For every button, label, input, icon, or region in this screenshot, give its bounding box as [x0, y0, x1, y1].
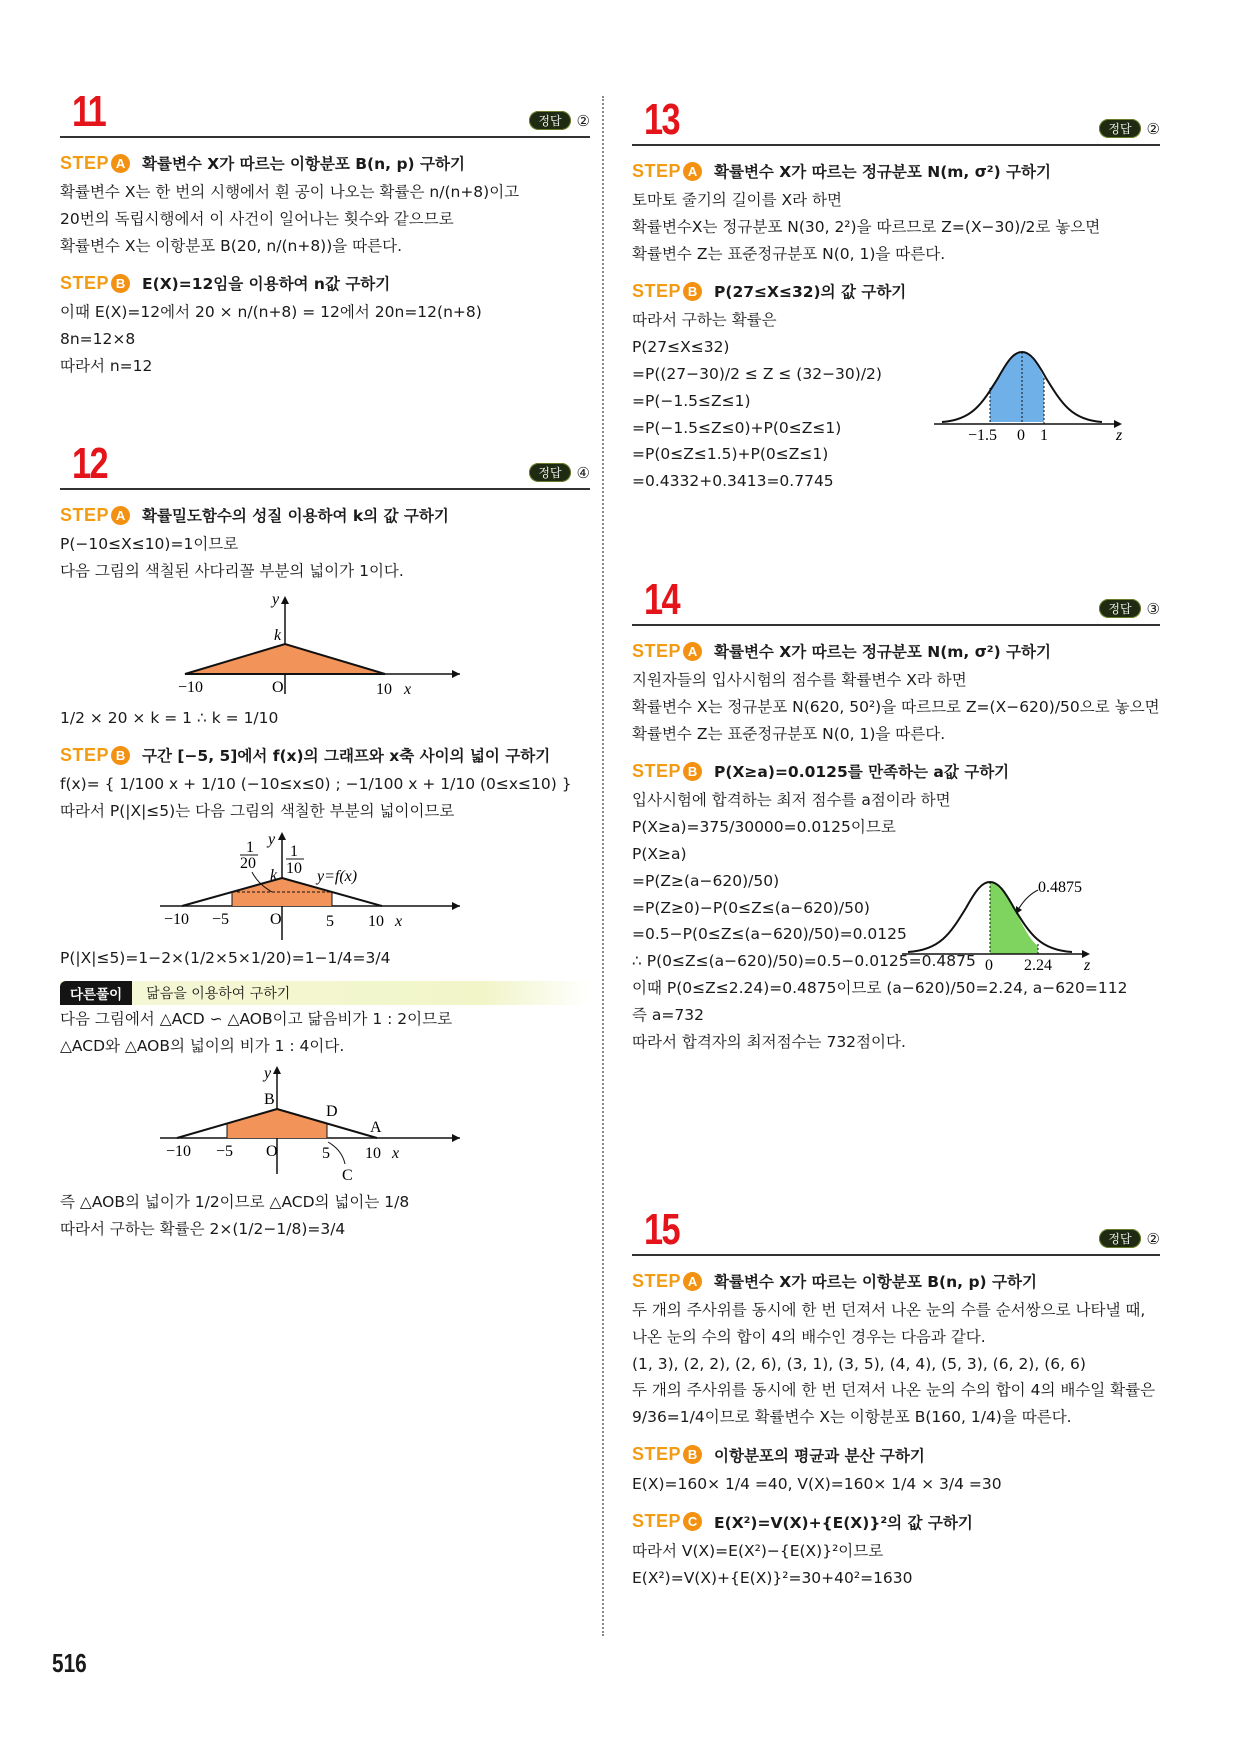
text-line: 두 개의 주사위를 동시에 한 번 던져서 나온 눈의 수를 순서쌍으로 나타낼 때,: [632, 1301, 1146, 1319]
step-a-heading: [60, 152, 590, 174]
problem-number: 13: [644, 95, 680, 144]
svg-text:O: O: [272, 678, 284, 696]
answer-choice: ④: [576, 463, 590, 482]
text-line: 따라서 구하는 확률은: [632, 311, 777, 330]
step-label: STEP: [632, 760, 682, 781]
text-line: △ACD와 △AOB의 넓이의 비가 1 : 4이다.: [60, 1036, 345, 1055]
column-divider: [602, 96, 604, 1636]
text-line: P(X≥a): [632, 844, 687, 863]
step-title: E(X²)=V(X)+{E(X)}²의 값 구하기: [714, 1513, 973, 1532]
svg-text:k: k: [270, 866, 278, 884]
step-a-heading: [632, 160, 1160, 182]
svg-text:10: 10: [286, 859, 302, 877]
svg-text:1: 1: [246, 838, 254, 856]
step-letter-icon: B: [111, 274, 130, 293]
answer: [1099, 119, 1160, 138]
text-line: P(−10≤X≤10)=1이므로: [60, 535, 239, 553]
answer-choice: ②: [1146, 119, 1160, 138]
problem-header: [632, 96, 1160, 146]
step-b-heading: [632, 280, 1160, 302]
alt-solution-tag: 다른풀이: [60, 981, 132, 1005]
svg-text:x: x: [392, 1145, 400, 1163]
normal-curve-green-figure: [900, 868, 1130, 982]
svg-text:1: 1: [1040, 427, 1048, 445]
step-title: 구간 [−5, 5]에서 f(x)의 그래프와 x축 사이의 넓이 구하기: [142, 747, 551, 766]
svg-text:A: A: [370, 1119, 382, 1137]
page-number: 516: [52, 1648, 87, 1678]
problem-15: [632, 1206, 1160, 1592]
step-a-heading: [632, 1270, 1160, 1292]
text-line: 확률변수 X는 이항분포 B(20, n/(n+8))을 따른다.: [60, 236, 403, 255]
answer: [529, 111, 590, 130]
svg-text:−5: −5: [216, 1143, 234, 1161]
text-line: 다음 그림에서 △ACD ∽ △AOB이고 닮음비가 1 : 2이므로: [60, 1009, 453, 1028]
step-label: STEP: [632, 1511, 682, 1532]
step-b-heading: [60, 744, 590, 766]
step-label: STEP: [632, 160, 682, 181]
text-line: E(X)=160× 1/4 =40, V(X)=160× 1/4 × 3/4 =30: [632, 1474, 1002, 1493]
step-title: 확률밀도함수의 성질 이용하여 k의 값 구하기: [142, 507, 449, 525]
text-line: P(|X|≤5)=1−2×(1/2×5×1/20)=1−1/4=3/4: [60, 948, 391, 967]
step-label: STEP: [632, 1444, 682, 1465]
svg-text:y: y: [268, 830, 276, 848]
svg-text:O: O: [266, 1143, 278, 1161]
alt-solution-title: 닮음을 이용하여 구하기: [146, 985, 291, 1002]
text-line: =P(−1.5≤Z≤0)+P(0≤Z≤1): [632, 418, 842, 437]
svg-text:−10: −10: [166, 1143, 192, 1161]
step-a-heading: [60, 504, 590, 526]
text-line: 지원자들의 입사시험의 점수를 확률변수 X라 하면: [632, 671, 967, 689]
step-title: P(X≥a)=0.0125를 만족하는 a값 구하기: [714, 763, 1010, 782]
answer-badge: 정답: [1099, 599, 1140, 618]
svg-text:x: x: [404, 680, 412, 698]
svg-text:x: x: [395, 912, 403, 930]
answer: [1099, 599, 1160, 618]
text-line: 다음 그림의 색칠된 사다리꼴 부분의 넓이가 1이다.: [60, 561, 404, 580]
step-letter-icon: B: [683, 282, 702, 301]
step-label: STEP: [632, 280, 682, 301]
trapezoid-figure: [60, 590, 590, 700]
svg-text:k: k: [274, 626, 282, 644]
similar-triangle-figure: [60, 1064, 590, 1184]
svg-text:O: O: [270, 910, 282, 928]
problem-number: 14: [644, 575, 680, 624]
step-b-heading: [632, 1444, 1160, 1466]
text-line: 이때 P(0≤Z≤2.24)=0.4875이므로 (a−620)/50=2.24, a−620=112: [632, 978, 1128, 997]
problem-12: [60, 440, 590, 1244]
step-title: 확률변수 X가 따르는 이항분포 B(n, p) 구하기: [714, 1273, 1037, 1291]
step-title: 확률변수 X가 따르는 이항분포 B(n, p) 구하기: [142, 155, 465, 173]
step-label: STEP: [60, 744, 110, 765]
step-label: STEP: [632, 640, 682, 661]
text-line: 확률변수 X는 정규분포 N(620, 50²)을 따르므로 Z=(X−620)/50으로 놓으면: [632, 697, 1160, 716]
svg-text:C: C: [342, 1167, 353, 1185]
symmetric-interval-figure: [60, 830, 590, 940]
step-label: STEP: [60, 272, 110, 293]
svg-text:5: 5: [322, 1145, 330, 1163]
problem-number: 15: [644, 1205, 680, 1254]
text-line: 9/36=1/4이므로 확률변수 X는 이항분포 B(160, 1/4)을 따른다.: [632, 1408, 1072, 1427]
svg-text:0: 0: [985, 957, 993, 975]
svg-text:z: z: [1116, 427, 1123, 445]
step-title: 확률변수 X가 따르는 정규분포 N(m, σ²) 구하기: [714, 643, 1051, 661]
problem-header: [632, 1206, 1160, 1256]
svg-text:0: 0: [1017, 427, 1025, 445]
svg-text:5: 5: [326, 912, 334, 930]
text-line: P(X≥a)=375/30000=0.0125이므로: [632, 818, 896, 837]
step-letter-icon: C: [683, 1512, 702, 1531]
text-line: 즉 a=732: [632, 1005, 704, 1024]
step-b-heading: [60, 272, 590, 294]
text-line: f(x)= { 1/100 x + 1/10 (−10≤x≤0) ; −1/100 x + 1/10 (0≤x≤10) }: [60, 775, 572, 794]
problem-header: [60, 88, 590, 138]
step-label: STEP: [60, 152, 110, 173]
text-line: =P((27−30)/2 ≤ Z ≤ (32−30)/2): [632, 364, 882, 383]
problem-header: [60, 440, 590, 490]
text-line: 토마토 줄기의 길이를 X라 하면: [632, 191, 843, 209]
text-line: =P(Z≥(a−620)/50): [632, 871, 780, 890]
step-title: P(27≤X≤32)의 값 구하기: [714, 283, 907, 302]
step-letter-icon: B: [111, 746, 130, 765]
step-label: STEP: [632, 1270, 682, 1291]
svg-text:y: y: [264, 1065, 272, 1083]
svg-text:y=f(x): y=f(x): [317, 867, 358, 885]
step-letter-icon: A: [683, 162, 702, 181]
text-line: (1, 3), (2, 2), (2, 6), (3, 1), (3, 5), (4, 4), (5, 3), (6, 2), (6, 6): [632, 1354, 1086, 1373]
text-line: 따라서 구하는 확률은 2×(1/2−1/8)=3/4: [60, 1220, 346, 1239]
step-a-heading: [632, 640, 1160, 662]
step-letter-icon: A: [111, 154, 130, 173]
answer: [1099, 1229, 1160, 1248]
text-line: 확률변수X는 정규분포 N(30, 2²)을 따르므로 Z=(X−30)/2로 놓으면: [632, 217, 1101, 236]
step-title: 확률변수 X가 따르는 정규분포 N(m, σ²) 구하기: [714, 163, 1051, 181]
svg-text:10: 10: [365, 1145, 381, 1163]
svg-text:y: y: [272, 590, 280, 608]
text-line: =0.4332+0.3413=0.7745: [632, 472, 834, 491]
text-line: 이때 E(X)=12에서 20 × n/(n+8) = 12에서 20n=12(n+8): [60, 303, 482, 322]
text-line: 즉 △AOB의 넓이가 1/2이므로 △ACD의 넓이는 1/8: [60, 1193, 410, 1212]
text-line: 8n=12×8: [60, 330, 136, 349]
svg-text:D: D: [326, 1103, 338, 1121]
text-line: E(X²)=V(X)+{E(X)}²=30+40²=1630: [632, 1568, 913, 1587]
text-line: 1/2 × 20 × k = 1 ∴ k = 1/10: [60, 708, 279, 727]
problem-14: [632, 576, 1160, 1056]
svg-text:−5: −5: [212, 910, 230, 928]
svg-text:0.4875: 0.4875: [1038, 879, 1082, 897]
step-letter-icon: A: [111, 506, 130, 525]
text-line: P(27≤X≤32): [632, 338, 730, 357]
problem-11: [60, 88, 590, 381]
step-letter-icon: A: [683, 642, 702, 661]
text-line: 입사시험에 합격하는 최저 점수를 a점이라 하면: [632, 791, 951, 810]
svg-text:10: 10: [376, 680, 392, 698]
answer-choice: ③: [1146, 599, 1160, 618]
svg-text:−1.5: −1.5: [968, 427, 998, 445]
step-letter-icon: B: [683, 1445, 702, 1464]
text-line: 20번의 독립시행에서 이 사건이 일어나는 횟수와 같으므로: [60, 209, 454, 228]
alt-solution-banner: [60, 981, 590, 1005]
svg-text:−10: −10: [164, 910, 190, 928]
answer-badge: 정답: [529, 463, 570, 482]
step-title: 이항분포의 평균과 분산 구하기: [714, 1446, 925, 1465]
text-line: 두 개의 주사위를 동시에 한 번 던져서 나온 눈의 수의 합이 4의 배수일 확률은: [632, 1381, 1156, 1400]
text-line: 따라서 n=12: [60, 356, 153, 375]
step-title: E(X)=12임을 이용하여 n값 구하기: [142, 275, 391, 294]
text-line: =P(−1.5≤Z≤1): [632, 391, 751, 410]
text-line: 따라서 P(|X|≤5)는 다음 그림의 색칠한 부분의 넓이이므로: [60, 802, 455, 821]
problem-number: 11: [72, 87, 106, 136]
step-letter-icon: A: [683, 1272, 702, 1291]
svg-text:10: 10: [368, 912, 384, 930]
text-line: 나온 눈의 수의 합이 4의 배수인 경우는 다음과 같다.: [632, 1327, 986, 1346]
answer: [529, 463, 590, 482]
step-letter-icon: B: [683, 762, 702, 781]
text-line: 확률변수 X는 한 번의 시행에서 흰 공이 나오는 확률은 n/(n+8)이고: [60, 183, 520, 201]
text-line: 확률변수 Z는 표준정규분포 N(0, 1)을 따른다.: [632, 244, 946, 263]
answer-choice: ②: [1146, 1229, 1160, 1248]
problem-header: [632, 576, 1160, 626]
svg-text:20: 20: [240, 854, 256, 872]
text-line: =0.5−P(0≤Z≤(a−620)/50)=0.0125: [632, 925, 907, 944]
step-label: STEP: [60, 504, 110, 525]
step-c-heading: [632, 1511, 1160, 1533]
answer-badge: 정답: [529, 111, 570, 130]
text-line: 따라서 V(X)=E(X²)−{E(X)}²이므로: [632, 1541, 884, 1560]
svg-text:z: z: [1084, 957, 1091, 975]
text-line: =P(Z≥0)−P(0≤Z≤(a−620)/50): [632, 898, 870, 917]
problem-13: [632, 96, 1160, 496]
text-line: =P(0≤Z≤1.5)+P(0≤Z≤1): [632, 445, 829, 464]
problem-number: 12: [72, 439, 108, 488]
svg-text:B: B: [264, 1091, 275, 1109]
text-line: 확률변수 Z는 표준정규분포 N(0, 1)을 따른다.: [632, 724, 946, 743]
svg-text:−10: −10: [178, 678, 204, 696]
svg-text:1: 1: [290, 842, 298, 860]
answer-badge: 정답: [1099, 119, 1140, 138]
normal-curve-blue-figure: [932, 338, 1132, 452]
answer-choice: ②: [576, 111, 590, 130]
text-line: ∴ P(0≤Z≤(a−620)/50)=0.5−0.0125=0.4875: [632, 952, 976, 971]
text-line: 따라서 합격자의 최저점수는 732점이다.: [632, 1032, 906, 1051]
answer-badge: 정답: [1099, 1229, 1140, 1248]
svg-text:2.24: 2.24: [1024, 957, 1052, 975]
step-b-heading: [632, 760, 1160, 782]
